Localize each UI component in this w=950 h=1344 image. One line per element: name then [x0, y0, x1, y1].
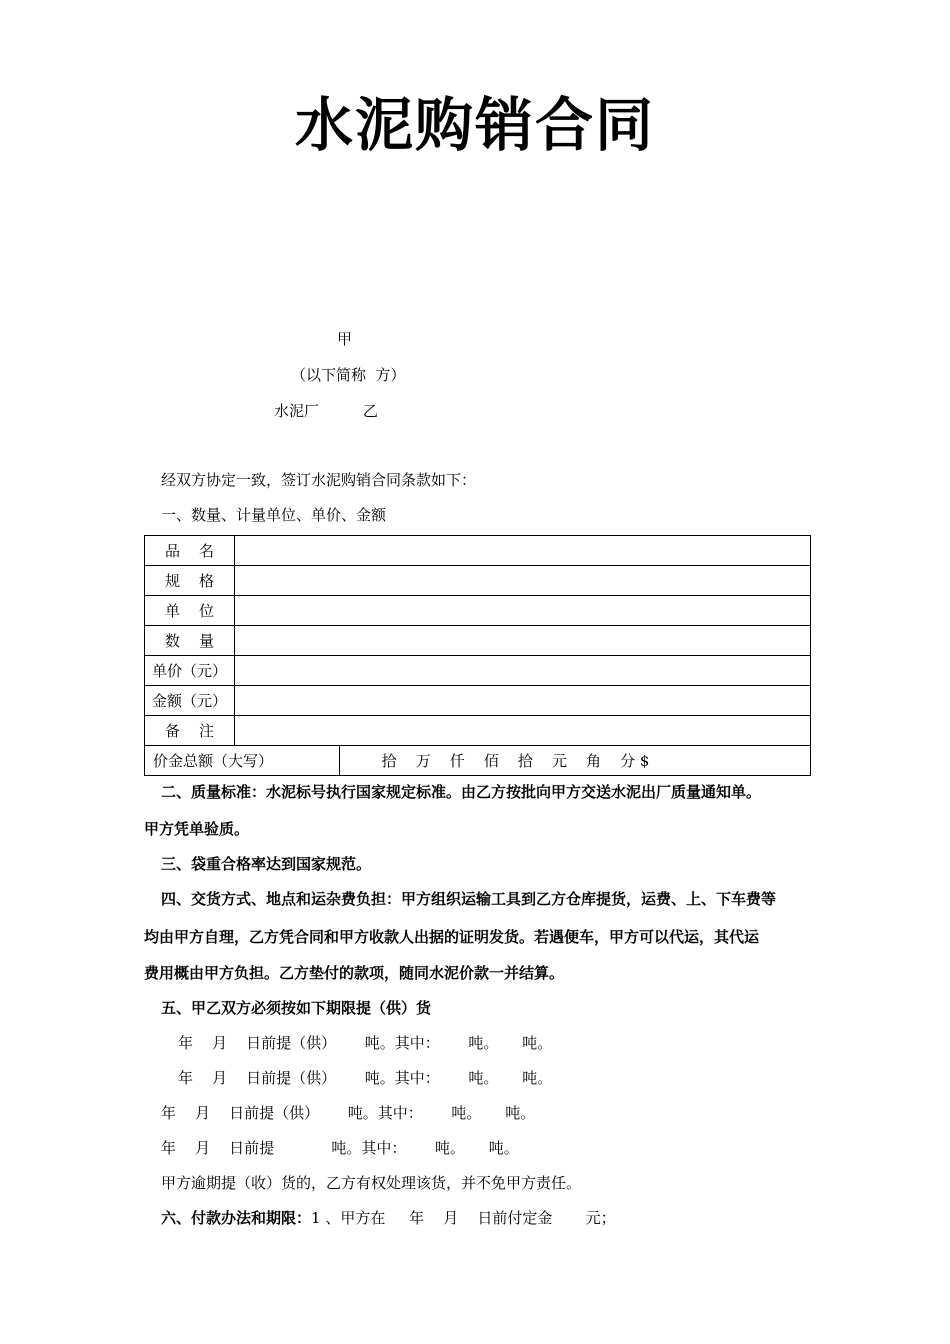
row-label-spec: 规 格 [145, 566, 235, 596]
party-abbrev: （以下简称 方） [291, 366, 406, 384]
goods-table [144, 535, 811, 776]
document-title: 水泥购销合同 [294, 91, 655, 159]
row-value-unit [235, 596, 811, 626]
table-row [145, 656, 811, 686]
row-value-unit-price [235, 656, 811, 686]
table-row [145, 536, 811, 566]
intro-text: 经双方协定一致，签订水泥购销合同条款如下： [161, 471, 477, 489]
schedule-line-2: 年 月 日前提（供） 吨。其中： 吨。 吨。 [178, 1069, 553, 1087]
row-value-name [235, 536, 811, 566]
table-row [145, 716, 811, 746]
row-label-amount: 金额（元） [145, 686, 235, 716]
row-label-unit-price: 单价（元） [145, 656, 235, 686]
section3: 三、袋重合格率达到国家规范。 [161, 855, 372, 873]
total-label: 价金总额（大写） [145, 746, 340, 776]
section4-line1: 四、交货方式、地点和运杂费负担：甲方组织运输工具到乙方仓库提货，运费、上、下车费等 [161, 890, 777, 908]
table-row [145, 566, 811, 596]
section5-heading: 五、甲乙双方必须按如下期限提（供）货 [161, 999, 432, 1017]
section6-line [161, 1207, 616, 1228]
section2-line2: 甲方凭单验质。 [144, 820, 250, 838]
overdue-text: 甲方逾期提（收）货的，乙方有权处理该货，并不免甲方责任。 [161, 1174, 582, 1192]
row-value-spec [235, 566, 811, 596]
row-label-unit: 单 位 [145, 596, 235, 626]
row-value-amount [235, 686, 811, 716]
section4-line2: 均由甲方自理，乙方凭合同和甲方收款人出据的证明发货。若遇便车，甲方可以代运，其代运 [144, 928, 760, 946]
party-jia: 甲 [337, 330, 353, 348]
schedule-line-3: 年 月 日前提（供） 吨。其中： 吨。 吨。 [161, 1104, 536, 1122]
party-factory: 水泥厂 [274, 402, 320, 420]
table-row [145, 626, 811, 656]
section6-text: 1 、甲方在 年 月 日前付定金 元； [311, 1209, 616, 1227]
table-row-total [145, 746, 811, 776]
row-label-remarks: 备 注 [145, 716, 235, 746]
row-value-remarks [235, 716, 811, 746]
section6-heading: 六、付款办法和期限： [161, 1209, 312, 1227]
row-value-quantity [235, 626, 811, 656]
total-units: 拾 万 仟 佰 拾 元 角 分 $ [339, 746, 810, 776]
table-row [145, 596, 811, 626]
table-row [145, 686, 811, 716]
party-yi: 乙 [363, 402, 379, 420]
row-label-name: 品 名 [145, 536, 235, 566]
row-label-quantity: 数 量 [145, 626, 235, 656]
schedule-line-4: 年 月 日前提 吨。其中： 吨。 吨。 [161, 1139, 519, 1157]
schedule-line-1: 年 月 日前提（供） 吨。其中： 吨。 吨。 [178, 1034, 553, 1052]
section2-line1: 二、质量标准：水泥标号执行国家规定标准。由乙方按批向甲方交送水泥出厂质量通知单。 [161, 783, 762, 801]
section1-heading: 一、数量、计量单位、单价、金额 [161, 506, 387, 524]
section4-line3: 费用概由甲方负担。乙方垫付的款项，随同水泥价款一并结算。 [144, 964, 565, 982]
